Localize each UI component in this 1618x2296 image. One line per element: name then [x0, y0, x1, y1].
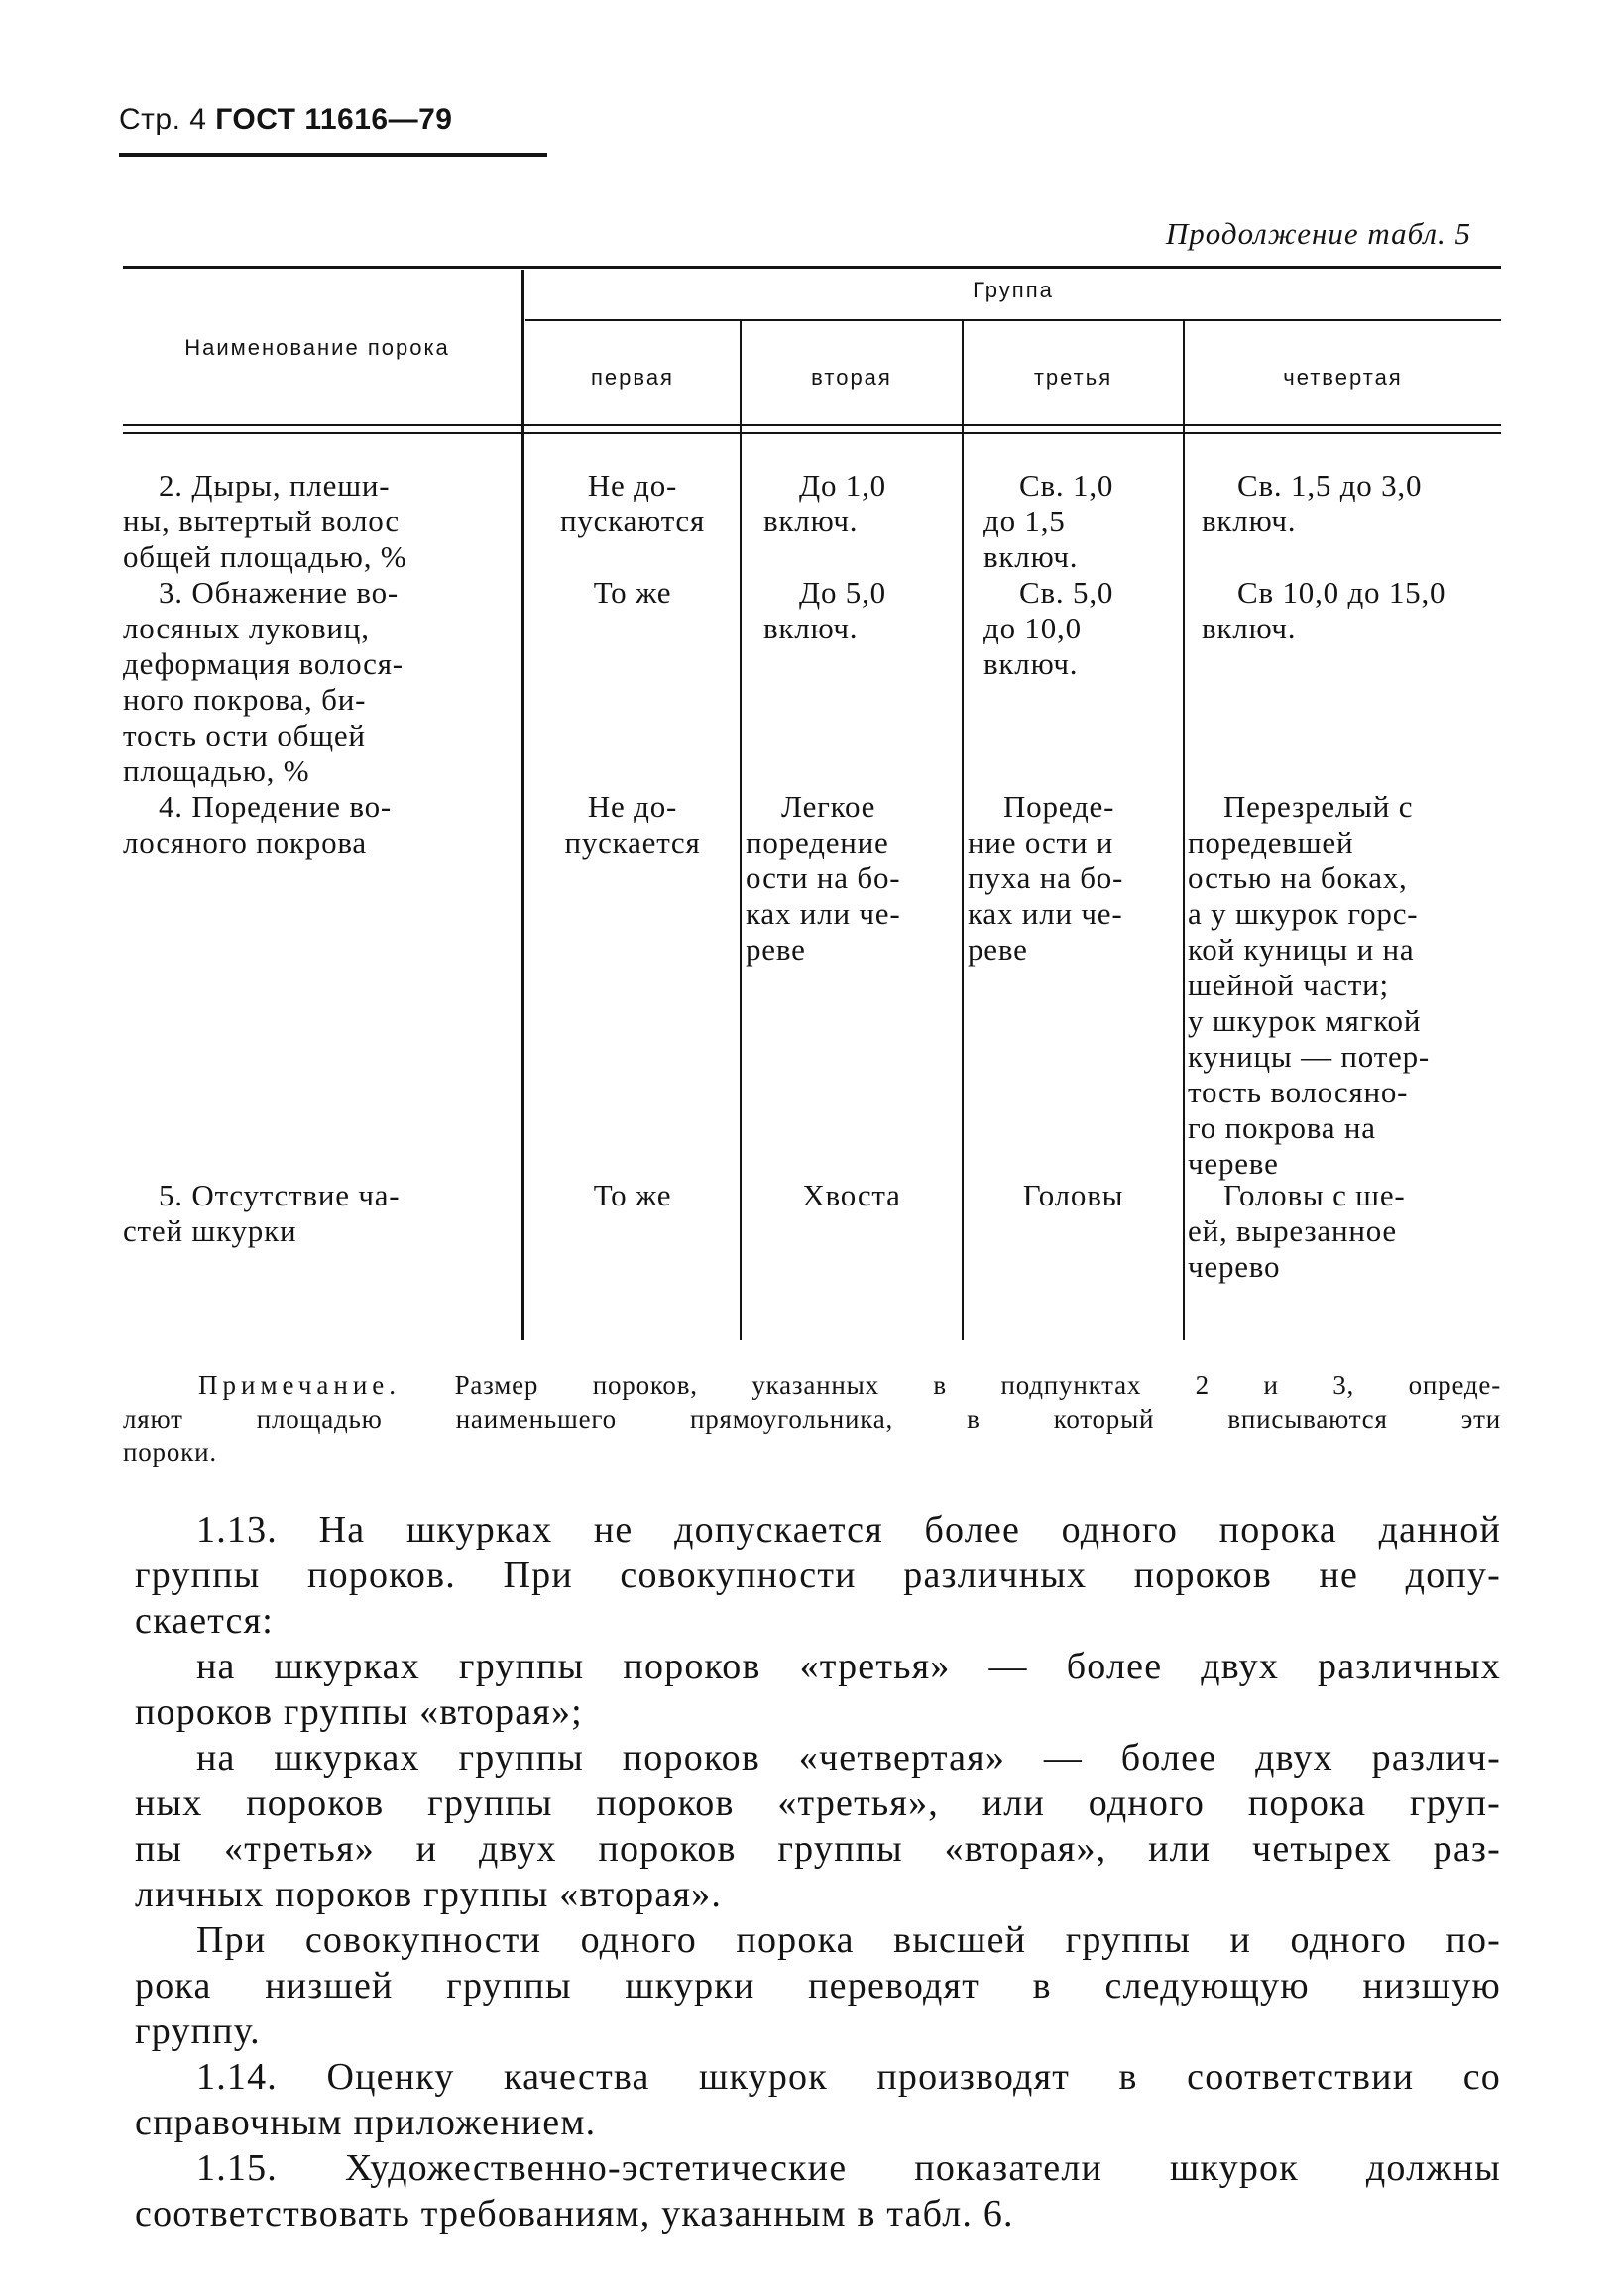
col-divider-4	[1183, 321, 1185, 1340]
header-rule	[119, 153, 547, 157]
table-row-3-third: Св. 5,0 до 10,0 включ.	[983, 575, 1114, 681]
table-caption: Продолжение табл. 5	[1165, 216, 1471, 251]
table-row-2-first: Не до- пускаются	[559, 468, 706, 538]
table-row-5-first: То же	[593, 1178, 672, 1212]
table-row-4-name: 4. Поредение во- лосяного покрова	[123, 789, 393, 860]
table-note: Примечание. Размер пороков, указанных в подпунктах 2 и 3, опреде- ляют площадью наименьшего прямоугольника, в который вписываются эти пороки.	[123, 1370, 1501, 1467]
table-row-3-first: То же	[593, 575, 672, 610]
clause-1-14: 1.14. Оценку качества шкурок производят в соответствии со	[196, 2056, 1501, 2098]
table-row-3-second: До 5,0 включ.	[763, 575, 886, 645]
standard-code: ГОСТ 11616—79	[215, 103, 453, 136]
clause-1-13: 1.13. На шкурках не допускается более одного порока данной	[196, 1509, 1501, 1550]
table-row-2-third: Св. 1,0 до 1,5 включ.	[983, 468, 1114, 574]
table-row-4-third: Пореде- ние ости и пуха на бо- ках или че- реве	[968, 789, 1124, 967]
page-number: Стр. 4	[119, 103, 207, 136]
col-header-fourth: четвертая	[1283, 365, 1403, 390]
table-row-5-second: Хвоста	[802, 1178, 901, 1212]
header-bottom-rule-2	[123, 432, 1501, 434]
group-rule	[525, 319, 1501, 321]
col-header-third: третья	[1033, 365, 1113, 390]
table-row-4-fourth: Перезрелый с поредевшей остью на боках, а у шкурок горс- кой куницы и на шейной части; у шкурок мягкой куницы — потер- тость волосяно- го покрова на череве	[1188, 789, 1431, 1181]
table-row-2-name: 2. Дыры, плеши- ны, вытертый волос общей площадью, %	[123, 468, 407, 574]
table-row-4-first: Не до- пускается	[564, 789, 701, 860]
table-row-3-fourth: Св 10,0 до 15,0 включ.	[1202, 575, 1446, 645]
note-label: Примечание.	[198, 1370, 402, 1400]
table-row-2-fourth: Св. 1,5 до 3,0 включ.	[1202, 468, 1423, 538]
table-row-2-second: До 1,0 включ.	[763, 468, 886, 538]
table-top-rule	[123, 266, 1501, 269]
table-row-5-fourth: Головы с ше- ей, вырезанное черево	[1188, 1178, 1406, 1284]
table-row-5-third: Головы	[1022, 1178, 1124, 1212]
table-row-4-second: Легкое поредение ости на бо- ках или че- реве	[746, 789, 901, 967]
col-header-second: вторая	[811, 365, 892, 390]
col-header-first: первая	[591, 365, 674, 390]
table-row-5-name: 5. Отсутствие ча- стей шкурки	[123, 1178, 401, 1248]
col-header-defect-name: Наименование порока	[184, 335, 450, 360]
col-divider-1	[521, 270, 524, 1340]
clause-1-15: 1.15. Художественно-эстетические показатели шкурок должны	[196, 2147, 1501, 2189]
header-bottom-rule-1	[123, 424, 1501, 426]
col-header-group: Группа	[973, 278, 1054, 302]
body-text: 1.13. На шкурках не допускается более одного порока данной группы пороков. При совокупности различных пороков не допу- скается: на шкурках группы пороков «третья» — более двух различных пороков группы «вторая»; на шкурках группы пороков «четвертая» — более двух различ- ных пороков группы пороков «третья», или одного порока груп- пы «третья» и двух пороков группы «вторая», или четырех раз- личных пороков группы «вторая». При совокупности одного порока высшей группы и одного по- рока низшей группы шкурки переводят в следующую низшую группу. 1.14. Оценку качества шкурок производят в соответствии со справочным приложением. 1.15. Художественно-эстетические показатели шкурок должны соответствовать требованиям, указанным в табл. 6.	[135, 1509, 1501, 2235]
page-header	[119, 103, 452, 137]
table-row-3-name: 3. Обнажение во- лосяных луковиц, деформация волося- ного покрова, би- тость ости общей площадью, %	[123, 575, 404, 788]
